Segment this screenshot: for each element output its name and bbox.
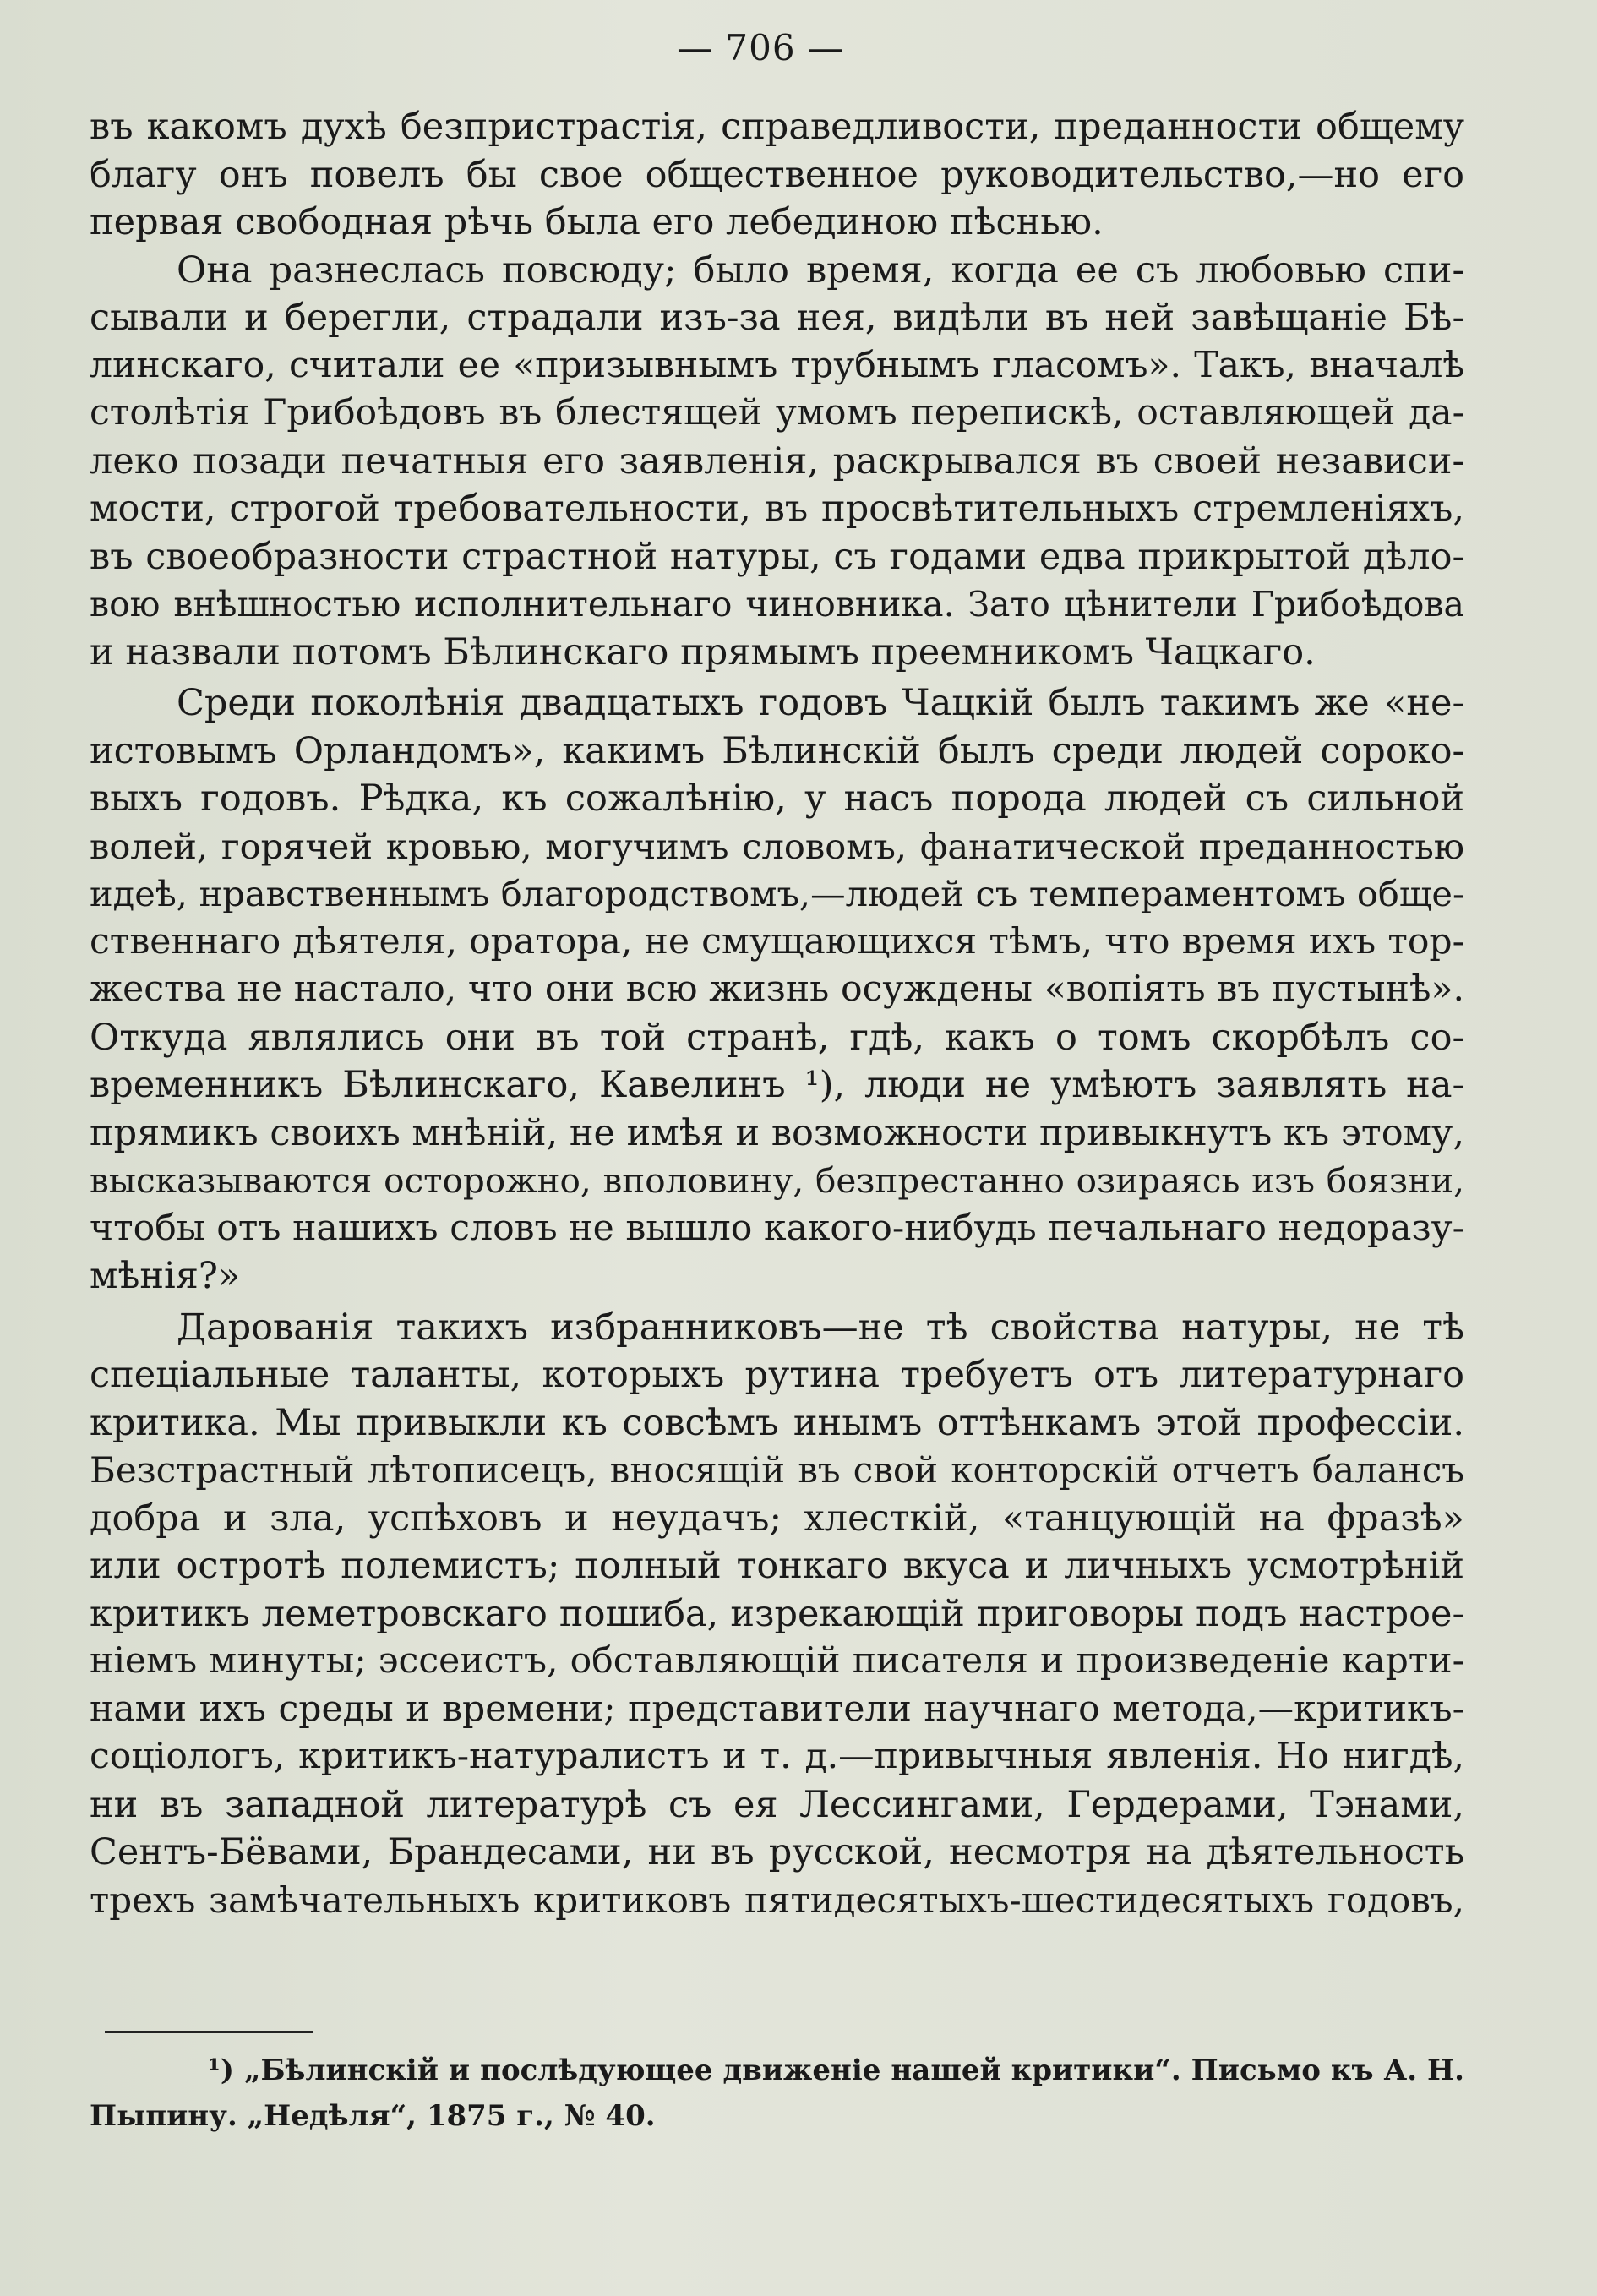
paragraph-4 (90, 1304, 1464, 1925)
footnote-line: ¹) „Бѣлинскій и послѣдующее движеніе нашей критики“. Письмо къ А. Н. (208, 2053, 1464, 2087)
text-line: Откуда являлись они въ той странѣ, гдѣ, какъ о томъ скорбѣлъ со- (90, 1016, 1464, 1059)
text-line: вою внѣшностью исполнительнаго чиновника. Зато цѣнители Грибоѣдова (90, 584, 1464, 624)
text-line: мѣнія?» (90, 1255, 241, 1297)
paragraph-3 (90, 679, 1464, 1301)
text-line: истовымъ Орландомъ», какимъ Бѣлинскій былъ среди людей сороко- (90, 729, 1464, 772)
footnote (90, 2048, 1464, 2139)
paragraph-1 (90, 103, 1464, 247)
text-line: и назвали потомъ Бѣлинскаго прямымъ преемникомъ Чацкаго. (90, 630, 1316, 674)
text-line: спеціальные таланты, которыхъ рутина требуетъ отъ литературнаго (90, 1354, 1464, 1396)
paragraph-2 (90, 247, 1464, 677)
text-line: столѣтія Грибоѣдовъ въ блестящей умомъ перепискѣ, оставляющей да- (90, 392, 1464, 434)
text-line: жества не настало, что они всю жизнь осуждены «вопіять въ пустынѣ». (90, 968, 1464, 1010)
text-line: прямикъ своихъ мнѣній, не имѣя и возможности привыкнутъ къ этому, (90, 1111, 1465, 1154)
text-line: трехъ замѣчательныхъ критиковъ пятидесятыхъ-шестидесятыхъ годовъ, (90, 1879, 1464, 1921)
text-line: въ какомъ духѣ безпристрастія, справедливости, преданности общему (90, 106, 1464, 148)
text-line: высказываются осторожно, вполовину, безпрестанно озираясь изъ боязни, (90, 1160, 1464, 1201)
text-line: въ своеобразности страстной натуры, съ годами едва прикрытой дѣло- (90, 535, 1464, 578)
text-line: сывали и берегли, страдали изъ-за нея, видѣли въ ней завѣщаніе Бѣ- (90, 297, 1464, 339)
text-line: критика. Мы привыкли къ совсѣмъ инымъ оттѣнкамъ этой профессіи. (90, 1401, 1464, 1444)
text-line: ни въ западной литературѣ съ ея Лессингами, Гердерами, Тэнами, (90, 1783, 1464, 1826)
text-line: идеѣ, нравственнымъ благородствомъ,—людей съ темпераментомъ обще- (90, 873, 1464, 914)
text-line: нами ихъ среды и времени; представители научнаго метода,—критикъ- (90, 1688, 1464, 1730)
text-line: Сентъ-Бёвами, Брандесами, ни въ русской, несмотря на дѣятельность (90, 1831, 1464, 1873)
text-line: волей, горячей кровью, могучимъ словомъ, фанатической преданностью (90, 825, 1464, 867)
text-line: добра и зла, успѣховъ и неудачъ; хлесткій, «танцующій на фразѣ» (90, 1497, 1464, 1540)
text-line: благу онъ повелъ бы свое общественное руководительство,—но его (90, 153, 1464, 196)
text-line: мости, строгой требовательности, въ просвѣтительныхъ стремленіяхъ, (90, 488, 1464, 530)
text-line: чтобы отъ нашихъ словъ не вышло какого-нибудь печальнаго недоразу- (90, 1207, 1464, 1249)
text-line: соціологъ, критикъ-натуралистъ и т. д.—привычныя явленія. Но нигдѣ, (90, 1736, 1464, 1777)
text-line: Среди поколѣнія двадцатыхъ годовъ Чацкій былъ такимъ же «не- (177, 682, 1464, 724)
text-line: Она разнеслась повсюду; было время, когда ее съ любовью спи- (177, 248, 1464, 292)
text-line: ственнаго дѣятеля, оратора, не смущающихся тѣмъ, что время ихъ тор- (90, 920, 1464, 963)
text-line: первая свободная рѣчь была его лебединою пѣснью. (90, 201, 1104, 243)
text-line: выхъ годовъ. Рѣдка, къ сожалѣнію, у насъ порода людей съ сильной (90, 777, 1464, 820)
footnote-separator (105, 2031, 313, 2033)
text-line: Дарованія такихъ избранниковъ—не тѣ свойства натуры, не тѣ (177, 1306, 1464, 1349)
footnote-line: Пыпину. „Недѣля“, 1875 г., № 40. (90, 2099, 656, 2133)
body-text (90, 103, 1464, 1924)
text-line: критикъ леметровскаго пошиба, изрекающій приговоры подъ настрое- (90, 1592, 1464, 1635)
text-line: или остротѣ полемистъ; полный тонкаго вкуса и личныхъ усмотрѣній (90, 1545, 1464, 1587)
text-line: Безстрастный лѣтописецъ, вносящій въ свой конторскій отчетъ балансъ (90, 1449, 1464, 1491)
text-line: ніемъ минуты; эссеистъ, обставляющій писателя и произведеніе карти- (90, 1640, 1464, 1682)
text-line: временникъ Бѣлинскаго, Кавелинъ ¹), люди не умѣютъ заявлять на- (90, 1064, 1464, 1106)
page-number: — 706 — (677, 27, 844, 68)
text-line: линскаго, считали ее «призывнымъ трубнымъ гласомъ». Такъ, вначалѣ (90, 344, 1464, 386)
text-line: леко позади печатныя его заявленія, раскрывался въ своей независи- (90, 439, 1464, 483)
